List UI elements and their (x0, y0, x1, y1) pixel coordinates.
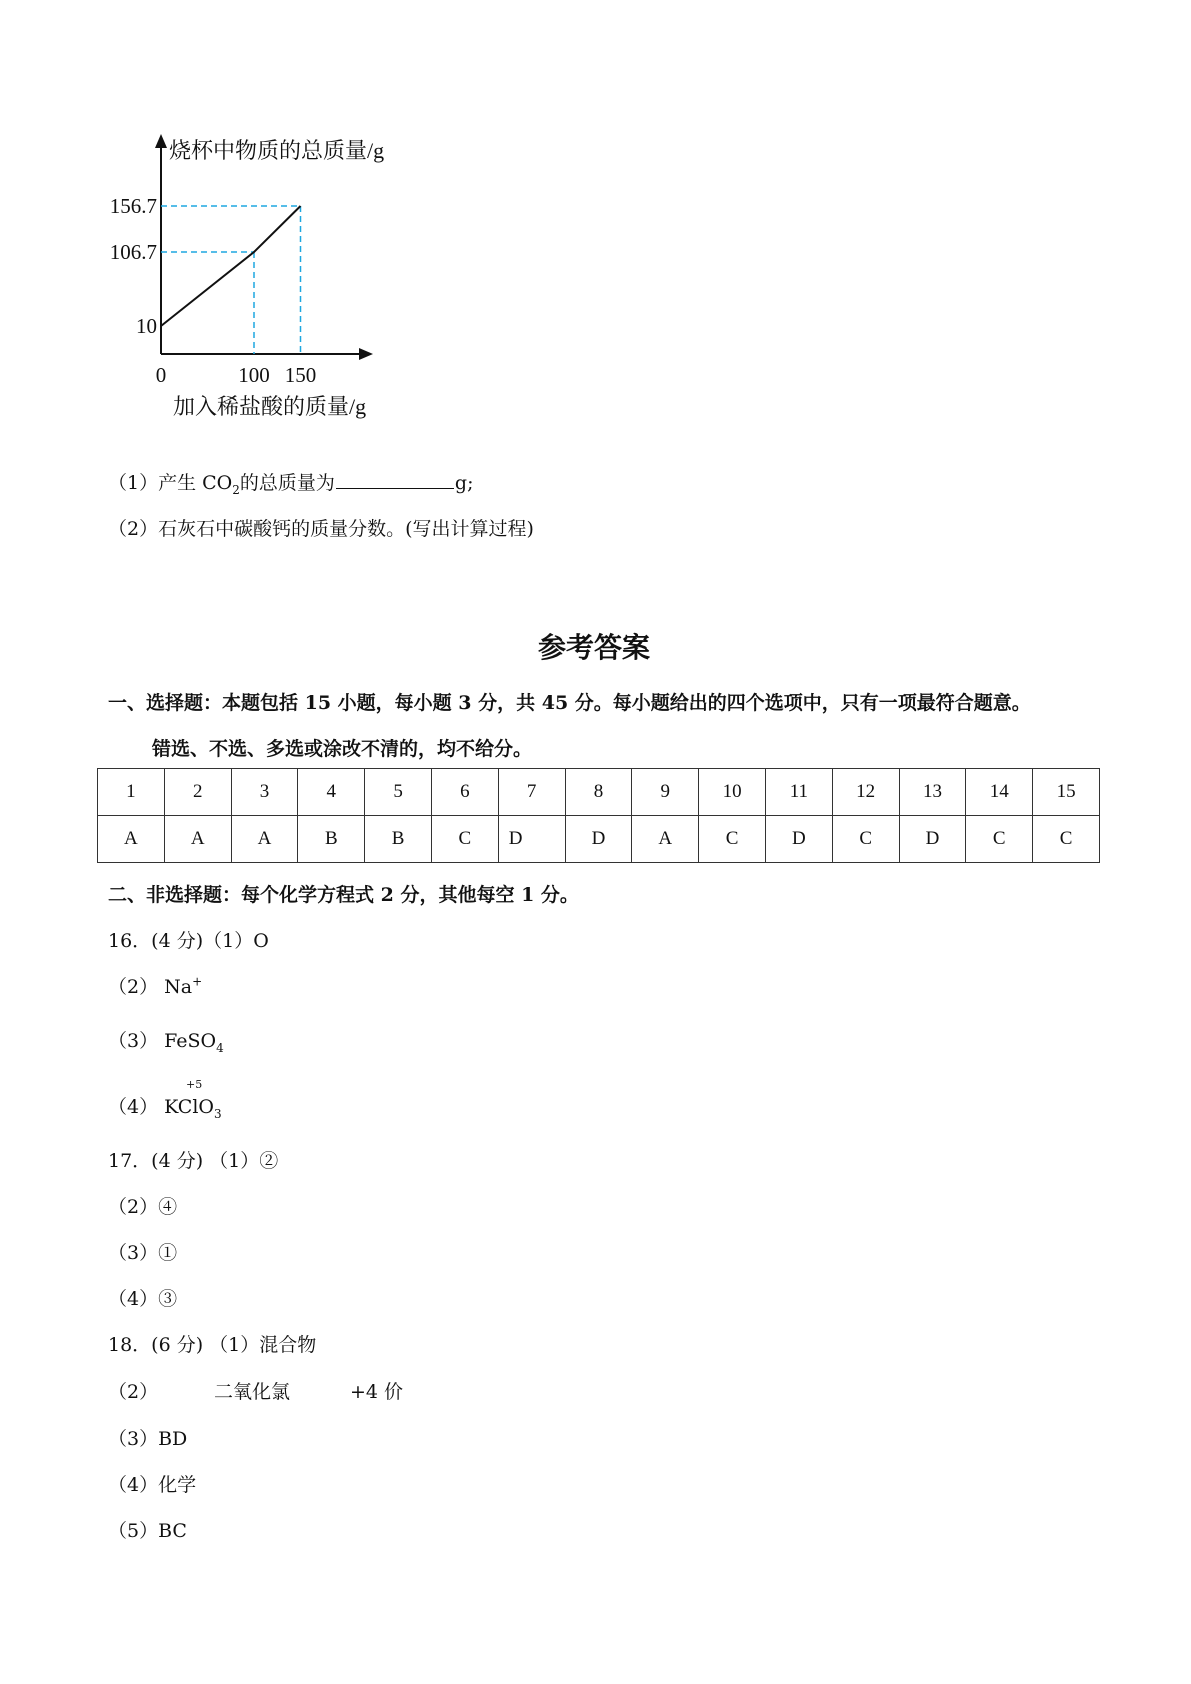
y-axis-arrow (155, 134, 167, 148)
table-number-cell: 12 (832, 769, 899, 816)
table-number-cell: 9 (632, 769, 699, 816)
table-row-numbers (98, 769, 1100, 816)
valence-mark: +5 (186, 1078, 203, 1091)
table-answer-cell: C (832, 816, 899, 863)
table-number-cell: 5 (365, 769, 432, 816)
answer-blank[interactable] (336, 470, 454, 489)
table-row-answers (98, 816, 1100, 863)
y-tick-label: 156.7 (109, 194, 157, 218)
table-answer-cell: C (431, 816, 498, 863)
q18-2-label: （2） (108, 1381, 159, 1403)
question-1: （1）产生 $CO_2$的总质量为 g; (108, 472, 474, 497)
table-answer-cell: A (632, 816, 699, 863)
x-tick-label: 150 (284, 363, 317, 387)
table-number-cell: 11 (765, 769, 832, 816)
table-answer-cell: C (966, 816, 1033, 863)
table-number-cell: 2 (164, 769, 231, 816)
table-number-cell: 6 (431, 769, 498, 816)
mass-chart (95, 130, 415, 430)
section-2: 二、非选择题：每个化学方程式 2 分，其他每空 1 分。 (108, 884, 579, 906)
x-tick-label: 0 (155, 363, 167, 387)
q18-2-a: 二氧化氯 (214, 1381, 291, 1403)
table-answer-cell: D (498, 816, 565, 863)
q17-4: （4）③ (108, 1288, 178, 1310)
section-1-line-1: 一、选择题：本题包括 15 小题，每小题 3 分，共 45 分。每小题给出的四个选项中，只有一项最符合题意。 (108, 692, 1031, 714)
q17-3: （3）① (108, 1242, 178, 1264)
table-number-cell: 13 (899, 769, 966, 816)
table-answer-cell: C (1033, 816, 1100, 863)
q18-3: （3）BD (108, 1428, 188, 1450)
table-number-cell: 10 (699, 769, 766, 816)
table-number-cell: 1 (98, 769, 165, 816)
table-number-cell: 7 (498, 769, 565, 816)
answer-table (97, 768, 1100, 863)
y-tick-label: 106.7 (109, 240, 157, 264)
y-tick-label: 10 (136, 314, 157, 338)
q18-2-b: +4 价 (350, 1381, 404, 1403)
table-answer-cell: B (365, 816, 432, 863)
table-number-cell: 3 (231, 769, 298, 816)
answers-title: 参考答案 (538, 631, 651, 664)
table-number-cell: 14 (966, 769, 1033, 816)
q16-2: （2） Na+ (108, 974, 203, 998)
question-2: （2）石灰石中碳酸钙的质量分数。(写出计算过程) (108, 518, 534, 540)
x-axis-arrow (359, 348, 373, 360)
table-answer-cell: A (164, 816, 231, 863)
q16-4: （4） KClO$_3$ (108, 1096, 222, 1121)
q18-head: 18．(6 分) （1）混合物 (108, 1334, 317, 1356)
table-answer-cell: D (765, 816, 832, 863)
section-1-line-2: 错选、不选、多选或涂改不清的，均不给分。 (152, 738, 533, 760)
table-number-cell: 4 (298, 769, 365, 816)
table-answer-cell: D (565, 816, 632, 863)
q18-5: （5）BC (108, 1520, 187, 1542)
q18-4: （4）化学 (108, 1474, 197, 1496)
q17-head: 17．(4 分) （1）② (108, 1150, 279, 1172)
y-axis-label: 烧杯中物质的总质量/g (169, 138, 385, 163)
x-tick-label: 100 (238, 363, 270, 387)
x-axis-label: 加入稀盐酸的质量/g (173, 394, 367, 419)
q16-3: （3） FeSO$_4$ (108, 1030, 224, 1055)
q17-2: （2）④ (108, 1196, 178, 1218)
data-line (161, 206, 301, 326)
table-number-cell: 15 (1033, 769, 1100, 816)
table-number-cell: 8 (565, 769, 632, 816)
q16-head: 16．(4 分)（1）O (108, 930, 269, 952)
table-answer-cell: C (699, 816, 766, 863)
table-answer-cell: A (231, 816, 298, 863)
table-answer-cell: A (98, 816, 165, 863)
table-answer-cell: B (298, 816, 365, 863)
table-answer-cell: D (899, 816, 966, 863)
